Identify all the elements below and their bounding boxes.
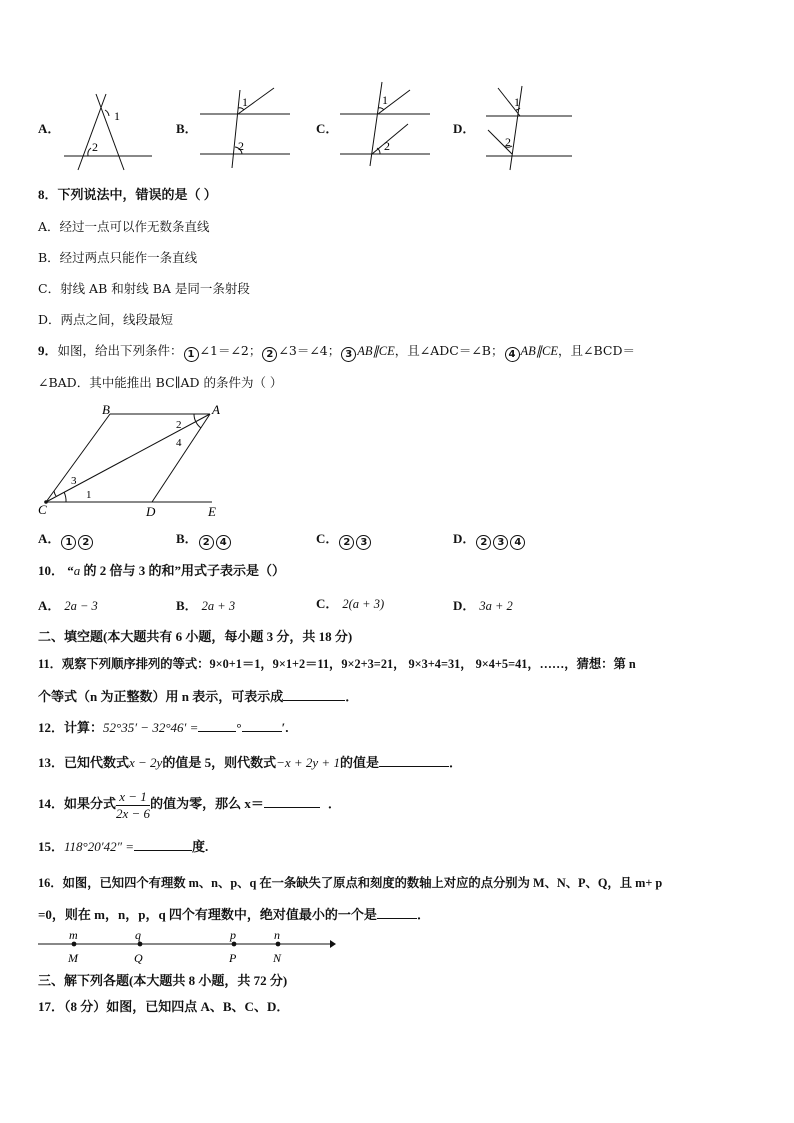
answer-blank[interactable] [379,754,449,767]
answer-blank[interactable] [198,719,236,732]
q14: 14．如果分式 $\frac{x - 1}{2x - 6}$ 的值为零，那么 x＝ ． [38,788,341,821]
angle-2-label: 2 [92,140,98,154]
q9-option-c: C． 2 3 [316,531,372,550]
point-n-label: N [273,951,282,965]
svg-text:1: 1 [382,93,388,107]
q13: 13．已知代数式x − 2y的值是 5，则代数式−x + 2y + 1的值是 ． [38,755,462,770]
number-line [36,926,336,968]
answer-blank[interactable] [283,688,345,701]
angle-4-label: 4 [176,437,182,449]
point-c-label: C [38,502,47,517]
point-p-value: p [230,928,236,942]
q11-line1: 11．观察下列顺序排列的等式：9×0+1＝1，9×1+2＝11，9×2+3=21， 9×3+4=31， 9×4+5=41，……，猜想：第 n [38,657,636,671]
fraction: $\frac{x - 1}{2x - 6}$ [116,788,151,821]
q10-stem: 10． “a 的 2 倍与 3 的和”用式子表示是（） [38,563,286,578]
point-q-label: Q [134,951,143,965]
point-n-value: n [274,928,280,942]
svg-text:1: 1 [242,95,248,109]
q16-line1: 16．如图，已知四个有理数 m、n、p、q 在一条缺失了原点和刻度的数轴上对应的点分别为 M、N、P、Q，且 m+ p [38,876,663,890]
q7-figure-d [474,80,584,172]
q8-option-a: A．经过一点可以作无数条直线 [38,219,210,234]
angle-2-label: 2 [176,419,182,431]
answer-blank[interactable] [242,719,282,732]
circled-number: 4 [505,347,520,362]
q7-figure-c [336,78,436,168]
q12: 12．计算：52°35′ − 32°46′ = ° ′. [38,720,289,735]
q7-option-a-label: A． [38,121,61,136]
q9-figure [36,398,236,520]
q10-option-b: B． 2a + 3 [176,598,236,613]
q10-option-c: C． 2(a + 3) [316,596,385,611]
point-e-label: E [208,504,216,519]
q7-option-b-label: B． [176,121,198,136]
q8-stem: 8．下列说法中，错误的是（ ） [38,187,217,202]
section-2-heading: 二、填空题(本大题共有 6 小题，每小题 3 分，共 18 分) [38,629,353,644]
q10-option-d: D． 3a + 2 [453,598,513,613]
q7-figure-b [196,84,296,168]
q9-line2: ∠BAD．其中能推出 BC∥AD 的条件为（ ） [38,375,283,390]
angle-1-label: 1 [114,109,120,123]
svg-text:2: 2 [384,139,390,153]
q16-line2: =0，则在 m，n，p，q 四个有理数中，绝对值最小的一个是 ． [38,907,430,922]
q10-option-a: A． 2a − 3 [38,598,98,613]
q8-option-c: C．射线 AB 和射线 BA 是同一条射段 [38,281,250,296]
point-b-label: B [102,402,110,417]
answer-blank[interactable] [134,838,192,851]
angle-1-label: 1 [86,489,92,501]
point-m-label: M [68,951,78,965]
q7-figure-a [60,88,160,172]
point-q-value: q [135,928,141,942]
angle-3-label: 3 [71,475,77,487]
point-m-value: m [69,928,78,942]
svg-text:2: 2 [238,139,244,153]
q15: 15．118°20′42″ = 度. [38,839,209,854]
point-d-label: D [146,504,156,519]
q9-option-a: A． 1 2 [38,531,94,550]
svg-text:2: 2 [505,135,511,149]
q7-option-d-label: D． [453,121,476,136]
point-a-label: A [212,402,220,417]
answer-blank[interactable] [377,906,417,919]
svg-text:1: 1 [514,95,520,109]
q9-line1: 9．如图，给出下列条件： 1 ∠1＝∠2； 2 ∠3＝∠4； 3 AB∥CE，且∠ADC＝∠B； 4 AB∥CE，且∠BCD＝ [38,343,635,360]
q9-option-b: B． 2 4 [176,531,232,550]
q17: 17．（8 分）如图，已知四点 A、B、C、D． [38,999,290,1014]
q7-option-c-label: C． [316,121,339,136]
q9-option-d: D． 2 3 4 [453,531,526,550]
point-p-label: P [229,951,237,965]
circled-number: 1 [184,347,199,362]
q8-option-b: B．经过两点只能作一条直线 [38,250,198,265]
answer-blank[interactable] [264,795,320,808]
q11-line2: 个等式（n 为正整数）用 n 表示，可表示成 ． [38,689,359,704]
q8-option-d: D．两点之间，线段最短 [38,312,174,327]
section-3-heading: 三、解下列各题(本大题共 8 小题，共 72 分) [38,973,288,988]
circled-number: 2 [262,347,277,362]
circled-number: 3 [341,347,356,362]
